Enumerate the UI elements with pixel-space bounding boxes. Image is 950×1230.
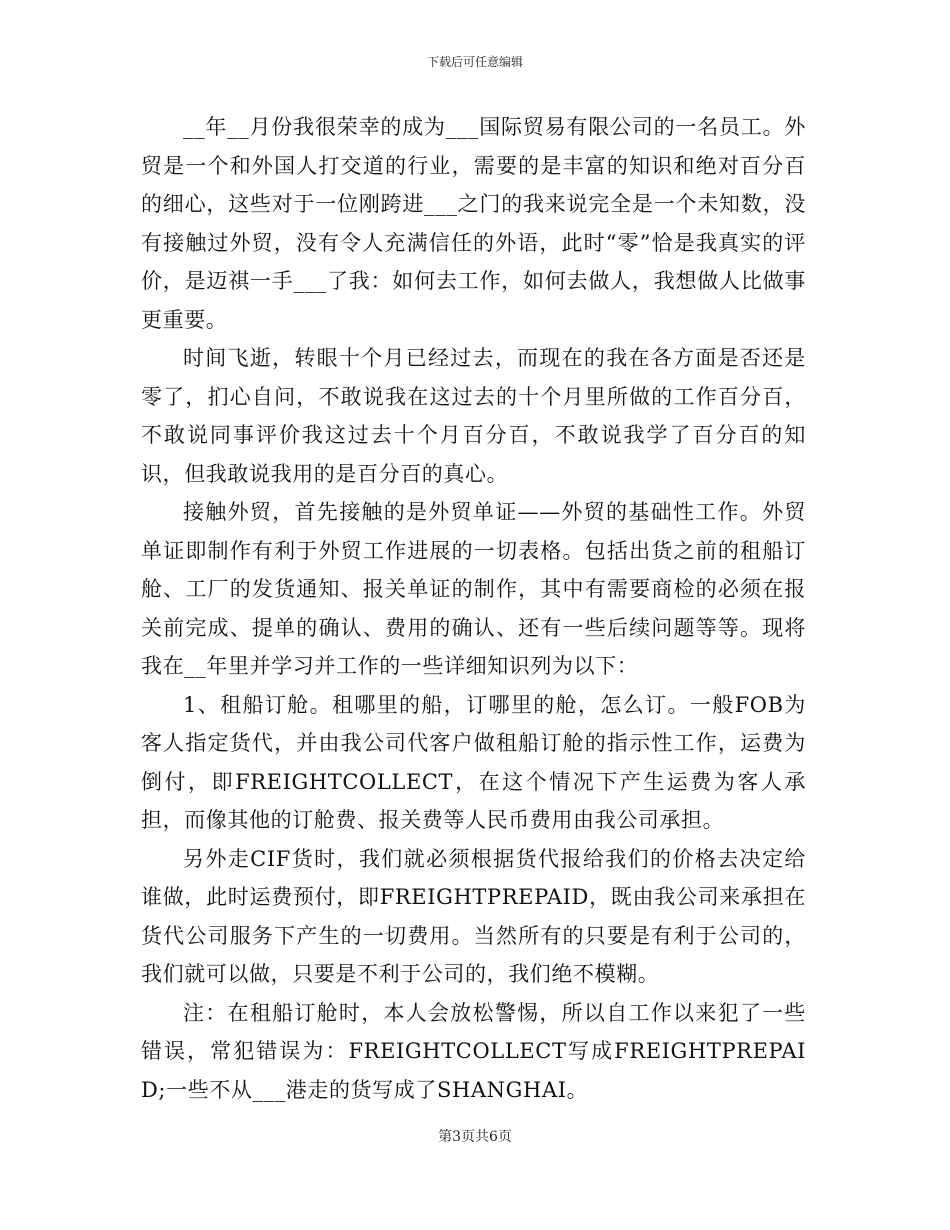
document-body [141, 108, 806, 1109]
page-number: 第3页共6页 [438, 1129, 512, 1145]
paragraph-2: 时间飞逝，转眼十个月已经过去，而现在的我在各方面是否还是零了，扪心自问，不敢说我在这过去的十个月里所做的工作百分百，不敢说同事评价我这过去十个月百分百，不敢说我学了百分百的知识，但我敢说我用的是百分百的真心。 [141, 346, 806, 486]
paragraph-4: 1、租船订舱。租哪里的船，订哪里的舱，怎么订。一般FOB为客人指定货代，并由我公司代客户做租船订舱的指示性工作，运费为倒付，即FREIGHTCOLLECT，在这个情况下产生运费为客人承担，而像其他的订舱费、报关费等人民币费用由我公司承担。 [141, 692, 806, 832]
paragraph-6: 注：在租船订舱时，本人会放松警惕，所以自工作以来犯了一些错误，常犯错误为：FREIGHTCOLLECT写成FREIGHTPREPAID;一些不从___港走的货写成了SHANGHAI。 [141, 1000, 806, 1102]
page-header: 下载后可任意编辑 [426, 55, 523, 69]
paragraph-1: __年__月份我很荣幸的成为___国际贸易有限公司的一名员工。外贸是一个和外国人打交道的行业，需要的是丰富的知识和绝对百分百的细心，这些对于一位刚跨进___之门的我来说完全是一个未知数，没有接触过外贸，没有令人充满信任的外语，此时“零”恰是我真实的评价，是迈祺一手___了我：如何去工作，如何去做人，我想做人比做事更重要。 [141, 115, 806, 332]
paragraph-5: 另外走CIF货时，我们就必须根据货代报给我们的价格去决定给谁做，此时运费预付，即FREIGHTPREPAID，既由我公司来承担在货代公司服务下产生的一切费用。当然所有的只要是有利于公司的，我们就可以做，只要是不利于公司的，我们绝不模糊。 [141, 846, 806, 986]
paragraph-3: 接触外贸，首先接触的是外贸单证——外贸的基础性工作。外贸单证即制作有利于外贸工作进展的一切表格。包括出货之前的租船订舱、工厂的发货通知、报关单证的制作，其中有需要商检的必须在报关前完成、提单的确认、费用的确认、还有一些后续问题等等。现将我在__年里并学习并工作的一些详细知识列为以下： [141, 500, 806, 678]
